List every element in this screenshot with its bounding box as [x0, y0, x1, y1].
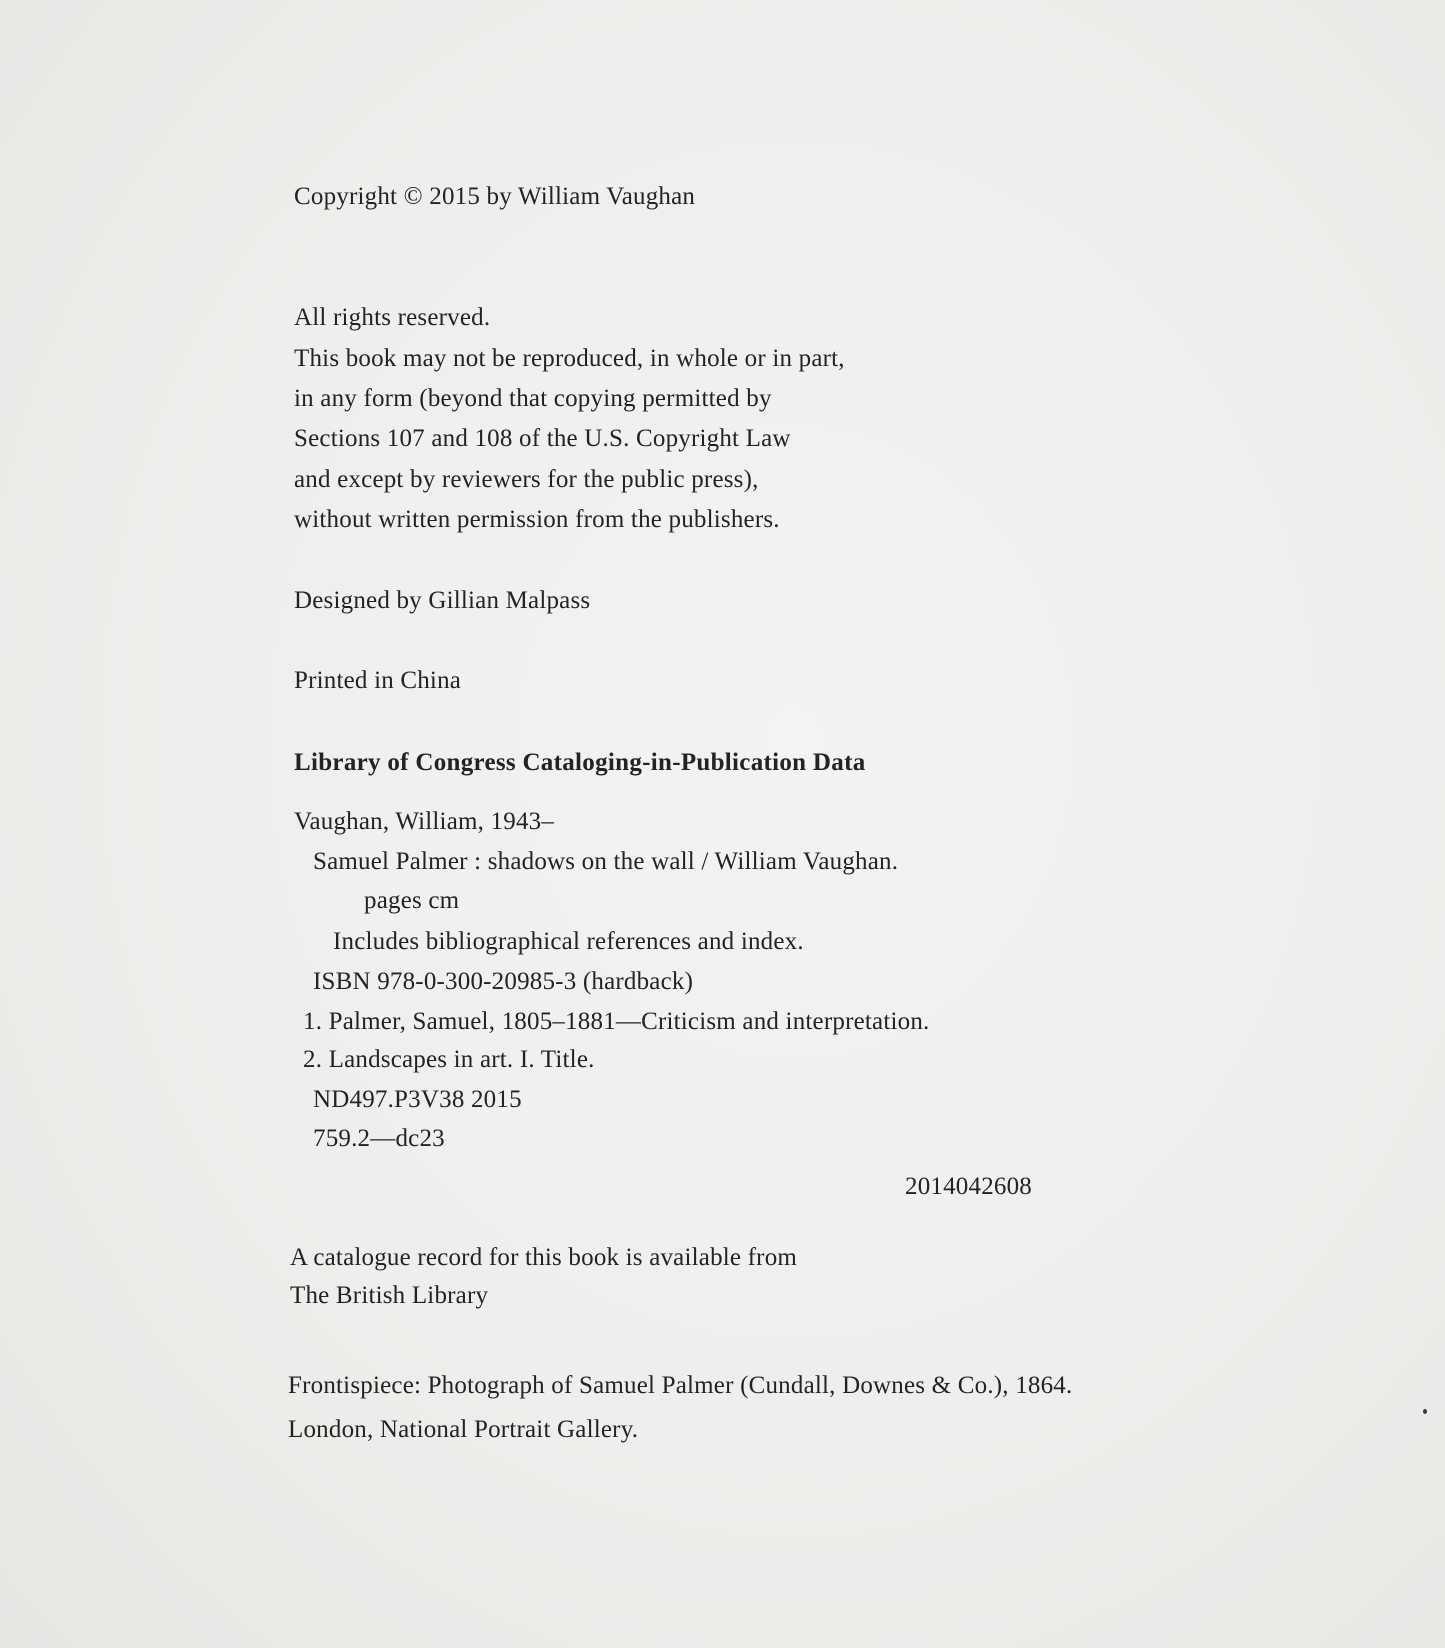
rights-line: All rights reserved.: [294, 304, 491, 331]
rights-line: Sections 107 and 108 of the U.S. Copyright Law: [294, 425, 791, 452]
paper-speck: [1423, 1409, 1427, 1414]
cip-subject: 2. Landscapes in art. I. Title.: [303, 1046, 595, 1073]
cip-heading: Library of Congress Cataloging-in-Publication Data: [294, 749, 866, 776]
frontispiece-line: London, National Portrait Gallery.: [288, 1416, 639, 1443]
cip-subject: 1. Palmer, Samuel, 1805–1881—Criticism and interpretation.: [303, 1008, 930, 1035]
cip-title: Samuel Palmer : shadows on the wall / William Vaughan.: [313, 848, 899, 875]
rights-line: in any form (beyond that copying permitted by: [294, 385, 772, 412]
cip-call-number: ND497.P3V38 2015: [313, 1086, 522, 1113]
cip-author: Vaughan, William, 1943–: [294, 808, 555, 835]
copyright-line: Copyright © 2015 by William Vaughan: [294, 183, 696, 210]
cip-lccn: 2014042608: [905, 1173, 1032, 1200]
cip-isbn: ISBN 978-0-300-20985-3 (hardback): [313, 968, 694, 995]
rights-line: without written permission from the publishers.: [294, 506, 780, 533]
catalogue-line: A catalogue record for this book is available from: [290, 1244, 798, 1271]
cip-includes: Includes bibliographical references and index.: [333, 928, 804, 955]
cip-dewey: 759.2—dc23: [313, 1125, 445, 1152]
rights-line: This book may not be reproduced, in whole or in part,: [294, 345, 845, 372]
cip-pages: pages cm: [364, 887, 460, 914]
designer-credit: Designed by Gillian Malpass: [294, 587, 591, 614]
frontispiece-line: Frontispiece: Photograph of Samuel Palmer (Cundall, Downes & Co.), 1864.: [288, 1372, 1073, 1399]
printed-in: Printed in China: [294, 667, 462, 694]
rights-line: and except by reviewers for the public press),: [294, 466, 759, 493]
catalogue-line: The British Library: [290, 1282, 489, 1309]
